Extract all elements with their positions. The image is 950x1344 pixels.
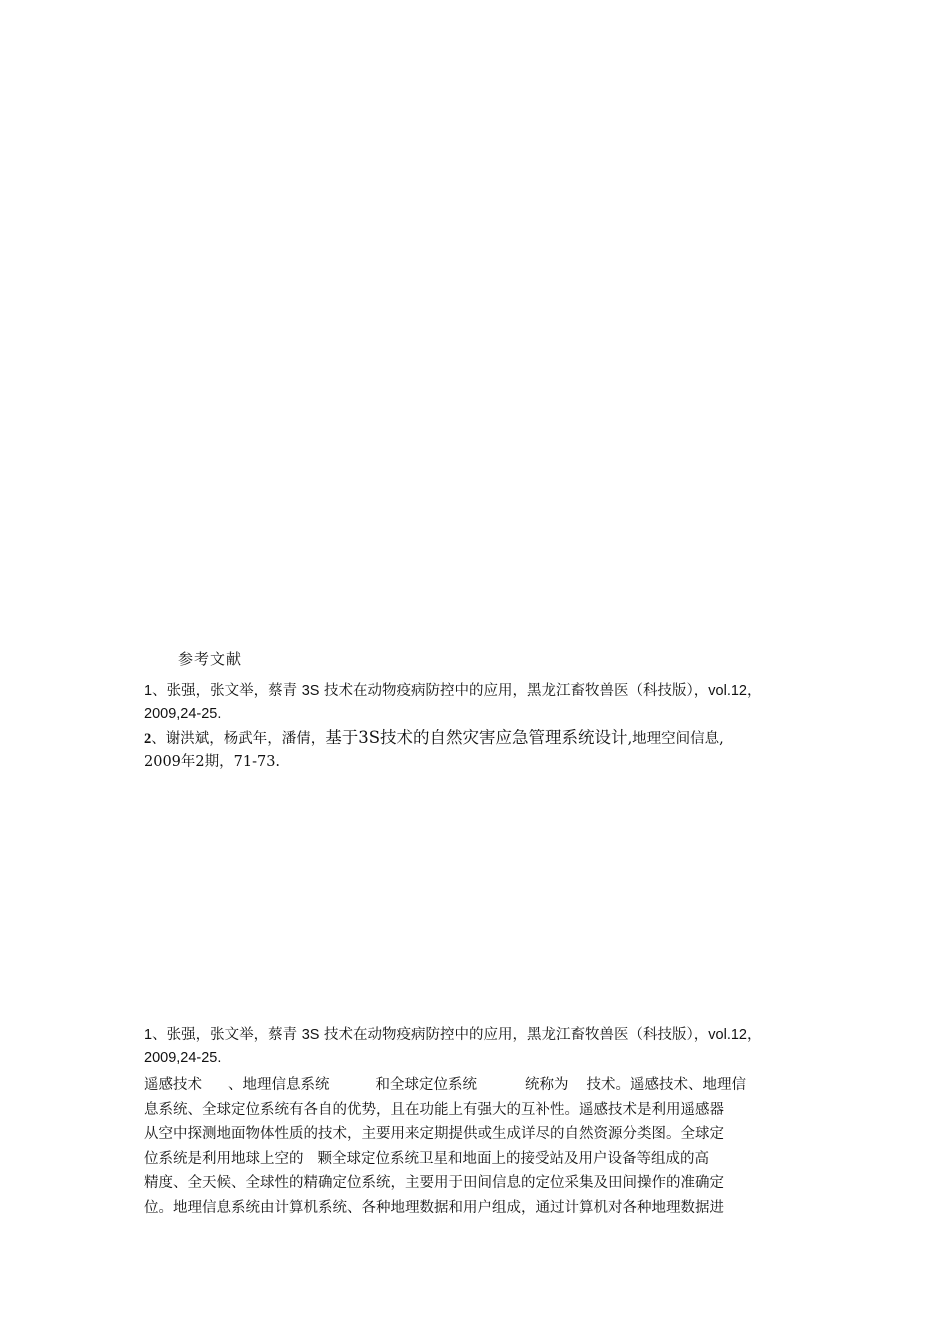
paragraph-fragment: 遥感技术 xyxy=(144,1077,202,1093)
reference-title: 技术在动物疫病防控中的应用，黑龙江畜牧兽医（科技版）， xyxy=(319,683,709,699)
reference-1-line-1 xyxy=(144,680,824,703)
reference-number: 2 xyxy=(144,731,152,747)
reference-separator: 、 xyxy=(152,683,167,699)
paragraph-fragment: 统称为 xyxy=(525,1077,569,1093)
reference-volume: vol.12， xyxy=(708,1027,762,1043)
paragraph-line-5: 精度、全天候、全球性的精确定位系统，主要用于田间信息的定位采集及田间操作的准确定 xyxy=(144,1175,724,1191)
reference-title-prefix: 3S xyxy=(301,683,320,699)
reference-separator: 、 xyxy=(151,731,166,747)
paragraph-fragment: 位系统是利用地球上空的 xyxy=(144,1150,304,1167)
paragraph-fragment: 、地理信息系统 xyxy=(228,1077,330,1093)
reference-title: 基于3S技术的自然灾害应急管理系统设计 xyxy=(325,728,628,747)
reference-title-prefix: 3S xyxy=(301,1027,320,1043)
lower-reference-1-line-1 xyxy=(144,1024,824,1047)
paragraph-line-3: 从空中探测地面物体性质的技术，主要用来定期提供或生成详尽的自然资源分类图。全球定 xyxy=(144,1126,724,1142)
body-paragraph xyxy=(144,1073,816,1220)
paragraph-line-6: 位。地理信息系统由计算机系统、各种地理数据和用户组成，通过计算机对各种地理数据进 xyxy=(144,1199,724,1216)
reference-year-pages: 2009,24-25. xyxy=(144,1050,222,1066)
reference-authors: 谢洪斌，杨武年，潘倩， xyxy=(165,731,326,747)
reference-year-pages: 2009,24-25. xyxy=(144,706,222,722)
reference-title: 技术在动物疫病防控中的应用，黑龙江畜牧兽医（科技版）， xyxy=(319,1027,709,1043)
paragraph-fragment: 和全球定位系统 xyxy=(375,1077,477,1093)
reference-volume: vol.12， xyxy=(708,683,762,699)
references-heading: 参考文献 xyxy=(178,650,243,668)
reference-2-line-1 xyxy=(144,726,824,751)
lower-reference-1 xyxy=(144,1024,824,1070)
reference-number: 1 xyxy=(144,1027,153,1043)
paragraph-line-4 xyxy=(144,1147,816,1172)
reference-2 xyxy=(144,726,824,774)
reference-number: 1 xyxy=(144,683,153,699)
reference-authors: 张强，张文举，蔡青 xyxy=(166,683,302,699)
reference-authors: 张强，张文举，蔡青 xyxy=(166,1027,302,1043)
reference-journal: ,地理空间信息, xyxy=(627,731,724,747)
paragraph-line-1 xyxy=(144,1073,816,1098)
reference-separator: 、 xyxy=(152,1027,167,1043)
reference-1 xyxy=(144,680,824,726)
paragraph-fragment: 技术。遥感技术、地理信 xyxy=(586,1077,746,1093)
paragraph-fragment: 颗全球定位系统卫星和地面上的接受站及用户设备等组成的高 xyxy=(317,1150,709,1167)
reference-year-pages: 2009年2期，71-73. xyxy=(144,754,281,770)
paragraph-line-2: 息系统、全球定位系统有各自的优势，且在功能上有强大的互补性。遥感技术是利用遥感器 xyxy=(144,1101,724,1118)
